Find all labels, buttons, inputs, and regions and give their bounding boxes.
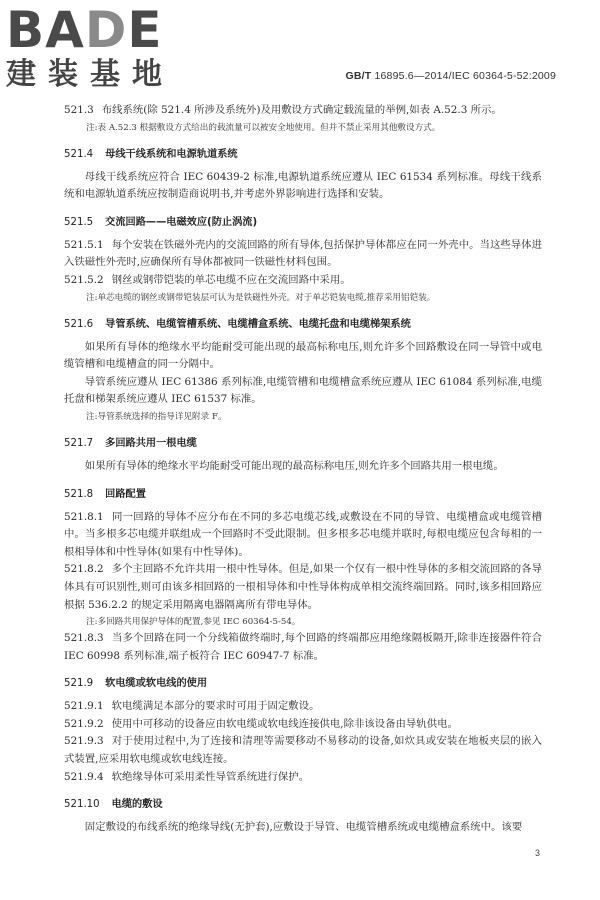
heading-521-6: 521.6 导管系统、电缆管槽系统、电缆槽盒系统、电缆托盘和电缆梯架系统 (64, 318, 411, 330)
logo-chinese-name: 建装基地 (6, 57, 174, 92)
para-521-7: 如果所有导体的绝缘水平均能耐受可能出现的最高标称电压,则允许多个回路共用一根电缆。 (84, 459, 504, 472)
para-521-10: 固定敷设的布线系统的绝缘导线(无护套),应敷设于导管、电缆管槽系统或电缆槽盒系统中。该要 (84, 821, 523, 834)
note-521-6: 注:导管系统选择的指导详见附录 F。 (86, 411, 227, 422)
para-521-4: 母线干线系统应符合 IEC 60439-2 标准,电源轨道系统应遵从 IEC 61534 系列标准。母线干线系统和电源轨道系统应按制造商说明书,并考虑外界影响进行选择和安装。 (64, 170, 542, 201)
note-521-8: 注:多回路共用保护导体的配置,参见 IEC 60364-5-54。 (86, 617, 301, 628)
note-521-5: 注:单芯电缆的钢丝或钢带铠装层可认为是铁磁性外壳。对于单芯铠装电缆,推荐采用铝铠装。 (86, 292, 436, 303)
clause-521-5-1: 521.5.1 每个安装在铁磁外壳内的交流回路的所有导体,包括保护导体都应在同一外壳中。当这些导体进入铁磁性外壳时,应确保所有导体都被同一铁磁性材料包围。 (64, 238, 542, 269)
heading-521-4: 521.4 母线干线系统和电源轨道系统 (64, 148, 238, 160)
heading-521-9: 521.9 软电缆或软电线的使用 (64, 678, 208, 690)
clause-521-9-3: 521.9.3 对于使用过程中,为了连接和清理等需要移动不易移动的设备,如炊具或安装在地板夹层的嵌入式装置,应采用软电缆或软电线连接。 (64, 735, 542, 766)
logo-wordmark: BADE (6, 1, 163, 59)
clause-521-9-4: 521.9.4 软绝缘导体可采用柔性导管系统进行保护。 (64, 770, 310, 783)
para-521-6-a: 如果所有导体的绝缘水平均能耐受可能出现的最高标称电压,则允许多个回路敷设在同一导管中或电缆管槽和电缆槽盒的同一分隔中。 (64, 340, 542, 371)
clause-521-8-2: 521.8.2 多个主回路不允许共用一根中性导体。但是,如果一个仅有一根中性导体的多相交流回路的各导体具有可识别性,则可由该多相回路的一根相导体和中性导体构成单相交流终端回路。同时,该多相回路应根据 536.2.2 的规定采用隔离电器隔离所有带电导体。 (64, 563, 542, 611)
standard-code: GB/T 16895.6—2014/IEC 60364-5-52:2009 (345, 70, 556, 82)
heading-521-10: 521.10 电缆的敷设 (64, 799, 163, 811)
heading-521-8: 521.8 回路配置 (64, 488, 146, 500)
heading-521-7: 521.7 多回路共用一根电缆 (64, 437, 197, 449)
clause-521-9-1: 521.9.1 软电缆满足本部分的要求时可用于固定敷设。 (64, 700, 320, 713)
clause-521-3: 521.3 布线系统(除 521.4 所涉及系统外)及用敷设方式确定载流量的举例,如表 A.52.3 所示。 (64, 104, 502, 116)
bade-logo (6, 1, 196, 92)
heading-521-5: 521.5 交流回路——电磁效应(防止涡流) (64, 216, 258, 228)
clause-521-8-3: 521.8.3 当多个回路在同一个分线箱做终端时,每个回路的终端都应用绝缘隔板隔开,除非连接器件符合 IEC 60998 系列标准,端子板符合 IEC 60947-7 标准。 (64, 632, 542, 662)
document-body (64, 102, 542, 837)
para-521-6-b: 导管系统应遵从 IEC 61386 系列标准,电缆管槽和电缆槽盒系统应遵从 IEC 61084 系列标准,电缆托盘和梯架系统应遵从 IEC 61537 标准。 (64, 375, 542, 406)
page-number: 3 (534, 848, 540, 858)
note-521-3: 注:表 A.52.3 根据敷设方式给出的载流量可以被安全地使用。但并不禁止采用其他敷设方式。 (86, 122, 441, 133)
clause-521-8-1: 521.8.1 同一回路的导体不应分布在不同的多芯电缆芯线,或敷设在不同的导管、电缆槽盒或电缆管槽中。当多根多芯电缆并联组成一个回路时不受此限制。但多根多芯电缆并联时,每根电缆应包含每相的一根相导体和中性导体(如果有中性导体)。 (64, 510, 542, 558)
clause-521-5-2: 521.5.2 钢丝或钢带铠装的单芯电缆不应在交流回路中采用。 (64, 273, 351, 286)
clause-521-9-2: 521.9.2 使用中可移动的设备应由软电缆或软电线连接供电,除非该设备由导轨供电。 (64, 717, 458, 730)
